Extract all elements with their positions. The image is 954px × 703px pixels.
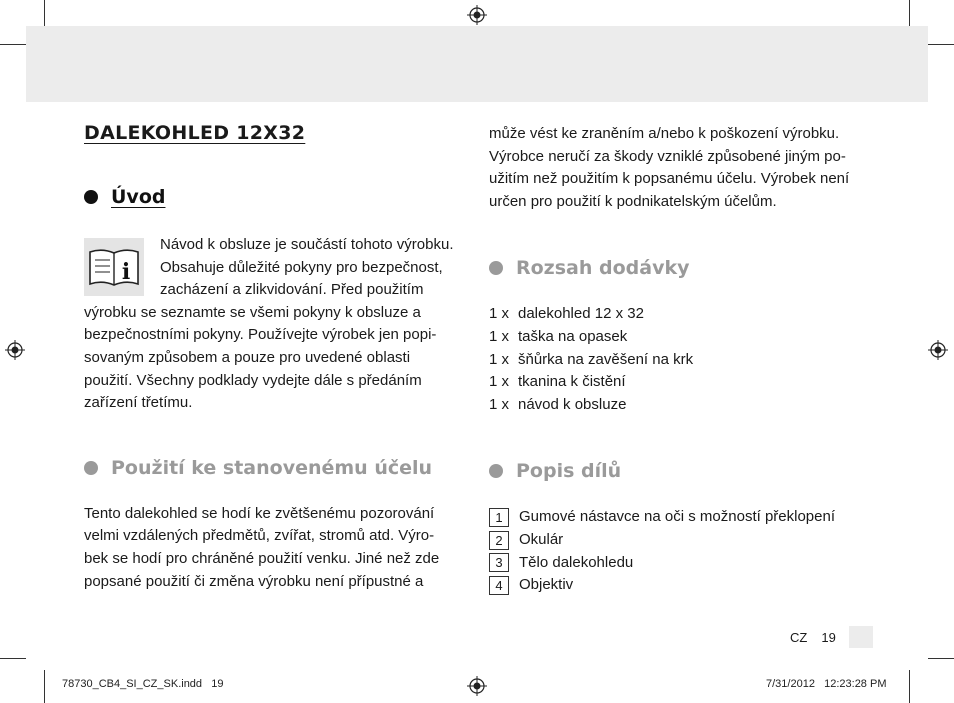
list-item (489, 529, 879, 552)
intro-line: zařízení třetímu. (84, 394, 193, 412)
bullet-dot-icon (489, 261, 503, 275)
parts-list (489, 506, 879, 596)
list-item (489, 552, 879, 575)
intro-line: zacházení a zlikvidování. Před použitím (160, 281, 424, 299)
crop-mark-top-right-h (928, 44, 954, 45)
section-heading-delivery (489, 257, 879, 279)
intro-line: výrobku se seznamte se všemi pokyny k obsluze a (84, 303, 421, 321)
intro-line: Návod k obsluze je součástí tohoto výrobku. (160, 236, 454, 253)
header-band (26, 26, 928, 102)
part-number: 1 (489, 508, 509, 527)
list-item (489, 394, 879, 417)
list-item (489, 506, 879, 529)
intro-line: sovaným způsobem a pouze pro uvedené oblasti (84, 348, 411, 366)
list-item (489, 349, 879, 372)
paragraph-line: bek se hodí pro chráněné použití venku. Jiné než zde (84, 549, 440, 567)
part-number: 2 (489, 531, 509, 550)
crop-mark-top-right-v (909, 0, 910, 26)
intro-line: bezpečnostními pokyny. Používejte výrobek jen popi- (84, 326, 437, 344)
crop-mark-bottom-right-v (909, 670, 910, 703)
section-heading-intended-use (84, 457, 464, 479)
part-name: Okulár (519, 530, 564, 548)
paragraph-line: užitím než použitím k popsanému účelu. Výrobek není (489, 170, 850, 188)
paragraph-line: Výrobce neručí za škody vzniklé způsobené jiným po- (489, 147, 846, 165)
registration-mark-bottom-icon (467, 676, 487, 696)
item-qty: 1 x (489, 350, 510, 368)
page-number: 19 (821, 629, 836, 645)
heading-text: Rozsah dodávky (516, 257, 690, 280)
item-qty: 1 x (489, 373, 510, 391)
item-name: tkanina k čistění (518, 373, 626, 391)
heading-text: Použití ke stanovenému účelu (111, 456, 433, 479)
manual-book-info-icon (84, 238, 144, 296)
intended-use-paragraph (84, 503, 464, 593)
item-name: taška na opasek (518, 327, 628, 345)
section-heading-intro (84, 186, 464, 208)
list-item (489, 574, 879, 597)
part-name: Tělo dalekohledu (519, 553, 634, 571)
item-qty: 1 x (489, 305, 510, 323)
heading-text: Popis dílů (516, 460, 622, 483)
intro-text-full (84, 302, 464, 415)
part-name: Gumové nástavce na oči s možností překlopení (519, 508, 835, 526)
list-item (489, 371, 879, 394)
bullet-dot-icon (84, 461, 98, 475)
book-info-icon (84, 238, 144, 296)
part-name: Objektiv (519, 576, 574, 594)
crop-mark-bottom-left-h (0, 658, 26, 659)
right-column (489, 118, 879, 597)
crop-mark-top-left-v (44, 0, 45, 26)
item-name: šňůrka na zavěšení na krk (518, 350, 694, 368)
paragraph-line: Tento dalekohled se hodí ke zvětšenému pozorování (84, 504, 435, 522)
page-footer (790, 626, 873, 648)
delivery-list (489, 303, 879, 416)
document-title: DALEKOHLED 12X32 (84, 122, 306, 144)
language-code: CZ (790, 629, 808, 645)
part-number: 4 (489, 576, 509, 595)
bullet-dot-icon (489, 464, 503, 478)
bullet-dot-icon (84, 190, 98, 204)
section-heading-parts (489, 460, 879, 482)
part-number: 3 (489, 553, 509, 572)
list-item (489, 326, 879, 349)
item-name: návod k obsluze (518, 395, 627, 413)
crop-mark-bottom-left-v (44, 670, 45, 703)
paragraph-line: určen pro použití k podnikatelským účelům. (489, 192, 777, 210)
slug-datetime: 7/31/2012 12:23:28 PM (766, 678, 887, 690)
paragraph-line: může vést ke zraněním a/nebo k poškození výrobku. (489, 125, 840, 142)
registration-mark-left-icon (5, 340, 25, 360)
list-item (489, 303, 879, 326)
slug-filename: 78730_CB4_SI_CZ_SK.indd 19 (62, 678, 224, 690)
left-column (84, 118, 464, 593)
item-qty: 1 x (489, 395, 510, 413)
item-qty: 1 x (489, 327, 510, 345)
registration-mark-right-icon (928, 340, 948, 360)
paragraph-line: velmi vzdálených předmětů, zvířat, stromů atd. Výro- (84, 527, 435, 545)
intro-line: Obsahuje důležité pokyny pro bezpečnost, (160, 258, 443, 276)
intro-line: použití. Všechny podklady vydejte dále s předáním (84, 371, 422, 389)
svg-text:i: i (121, 259, 131, 285)
intro-paragraph (84, 234, 464, 415)
heading-text: Úvod (111, 186, 166, 208)
crop-mark-top-left-h (0, 44, 26, 45)
intended-use-continuation (489, 123, 879, 213)
item-name: dalekohled 12 x 32 (518, 305, 644, 323)
registration-mark-top-icon (467, 5, 487, 25)
crop-mark-bottom-right-h (928, 658, 954, 659)
page-tab-marker (849, 626, 873, 648)
paragraph-line: popsané použití či změna výrobku není přípustné a (84, 572, 424, 590)
